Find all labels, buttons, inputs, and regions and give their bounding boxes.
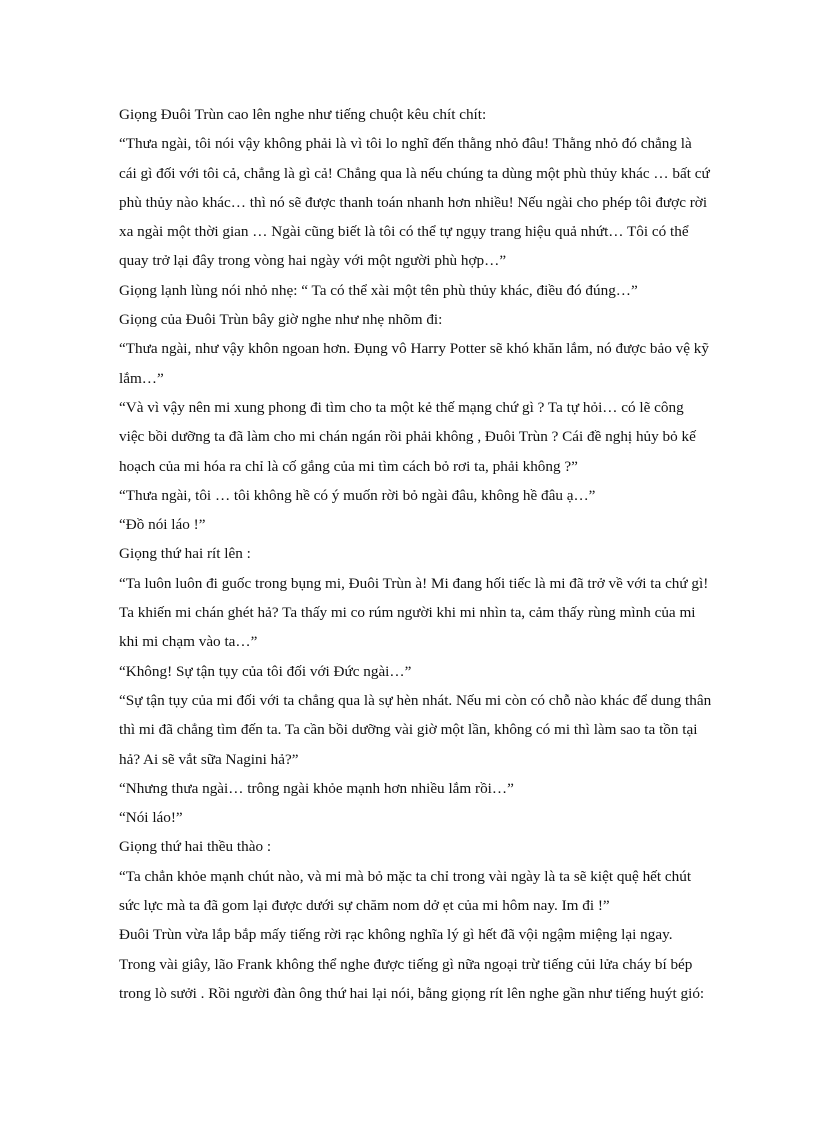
text-line: việc bồi dưỡng ta đã làm cho mi chán ngán rồi phải không , Đuôi Trùn ? Cái đề nghị hủy bỏ kế — [119, 428, 696, 446]
text-line: “Và vì vậy nên mi xung phong đi tìm cho ta một kẻ thế mạng chứ gì ? Ta tự hỏi… có lẽ công — [119, 398, 684, 416]
text-line: “Thưa ngài, tôi … tôi không hề có ý muốn rời bỏ ngài đâu, không hề đâu ạ…” — [119, 486, 596, 504]
text-line: Giọng thứ hai rít lên : — [119, 545, 251, 563]
text-line: khi mi chạm vào ta…” — [119, 633, 258, 651]
text-line: phù thủy nào khác… thì nó sẽ được thanh toán nhanh hơn nhiều! Nếu ngài cho phép tôi được rời — [119, 193, 708, 211]
text-line: Đuôi Trùn vừa lắp bắp mấy tiếng rời rạc không nghĩa lý gì hết đã vội ngậm miệng lại ngay. — [119, 926, 673, 944]
text-line: cái gì đối với tôi cả, chẳng là gì cả! Chẳng qua là nếu chúng ta dùng một phù thủy khác … bất cứ — [119, 164, 710, 182]
text-line: Giọng lạnh lùng nói nhỏ nhẹ: “ Ta có thể xài một tên phù thủy khác, điều đó đúng…” — [119, 281, 638, 299]
text-line: “Ta luôn luôn đi guốc trong bụng mi, Đuôi Trùn à! Mi đang hối tiếc là mi đã trở về với ta chứ gì! — [119, 574, 709, 592]
text-line: lắm…” — [119, 369, 164, 387]
text-line: sức lực mà ta đã gom lại được dưới sự chăm nom dở ẹt của mi hôm nay. Im đi !” — [119, 897, 610, 915]
text-line: quay trở lại đây trong vòng hai ngày với một người phù hợp…” — [119, 252, 507, 270]
text-line: hả? Ai sẽ vắt sữa Nagini hả?” — [119, 750, 299, 768]
text-line: Giọng của Đuôi Trùn bây giờ nghe như nhẹ nhõm đi: — [119, 311, 443, 329]
text-line: “Sự tận tụy của mi đối với ta chẳng qua là sự hèn nhát. Nếu mi còn có chỗ nào khác để dung thân — [119, 691, 712, 709]
text-line: “Thưa ngài, tôi nói vậy không phải là vì tôi lo nghĩ đến thằng nhỏ đâu! Thằng nhỏ đó chẳng là — [119, 135, 692, 153]
text-line: hoạch của mi hóa ra chỉ là cố gắng của mi tìm cách bỏ rơi ta, phải không ?” — [119, 457, 578, 475]
text-line: trong lò sưởi . Rồi người đàn ông thứ hai lại nói, bằng giọng rít lên nghe gần như tiếng huýt gió: — [119, 984, 705, 1002]
text-line: “Đồ nói láo !” — [119, 516, 206, 534]
text-line: Giọng thứ hai thều thào : — [119, 838, 272, 856]
text-line: “Thưa ngài, như vậy khôn ngoan hơn. Đụng vô Harry Potter sẽ khó khăn lắm, nó được bảo vệ kỹ — [119, 340, 709, 358]
text-line: “Ta chẳn khỏe mạnh chút nào, và mi mà bỏ mặc ta chỉ trong vài ngày là ta sẽ kiệt quệ hết chút — [119, 867, 692, 885]
body-text — [119, 100, 759, 1008]
text-line: xa ngài một thời gian … Ngài cũng biết là tôi có thể tự ngụy trang hiệu quả nhứt… Tôi có thể — [119, 223, 689, 241]
text-line: Giọng Đuôi Trùn cao lên nghe như tiếng chuột kêu chít chít: — [119, 106, 487, 123]
text-line: “Không! Sự tận tụy của tôi đối với Đức ngài…” — [119, 662, 412, 680]
text-line: “Nói láo!” — [119, 809, 183, 827]
text-line: Trong vài giây, lão Frank không thể nghe được tiếng gì nữa ngoại trừ tiếng củi lửa cháy bí bép — [119, 955, 693, 973]
text-line: “Nhưng thưa ngài… trông ngài khỏe mạnh hơn nhiều lắm rồi…” — [119, 779, 514, 797]
text-line: Ta khiến mi chán ghét hả? Ta thấy mi co rúm người khi mi nhìn ta, cảm thấy rùng mình của mi — [119, 604, 696, 622]
text-line: thì mi đã chẳng tìm đến ta. Ta cần bồi dưỡng vài giờ một lần, không có mi thì làm sao ta tồn tại — [119, 721, 698, 739]
